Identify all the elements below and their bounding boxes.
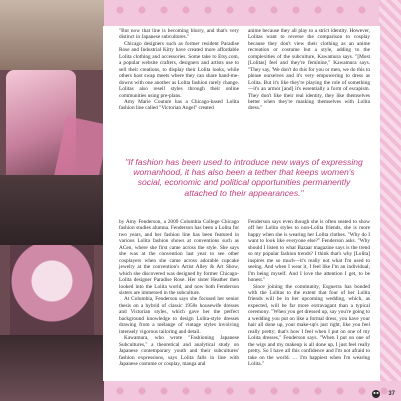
paragraph: Kawamura, who wrote "Fashioning Japanese Subcultures," a theoretical and analytical study on Japanese contemporary youth and their subcultures' fashion expressions, says Lolita falls in line with Japanese costume or cosplay, manga and [119, 335, 239, 367]
decorative-border-right [379, 0, 401, 401]
paragraph: Since joining the community, Esguerra has bonded with the Lolitas to the extent that four of her Lolita friends will be in her upcoming wedding, which, as expected, will be far more extravagant than a typical ceremony. "When you get dressed up, say you're going to a wedding you put on like a formal dress, you have your hair all done up, your make-up's just right, like you feel really pretty; that's how I feel when I put on one of my Lolita dresses," Fenderson says. "When I put on one of the wigs and my makeup is all done up, I just feel really pretty. So I have all this confidence and I'm not afraid to take on the world. … I'm happiest when I'm wearing Lolita." [248, 283, 370, 367]
paragraph: Fenderson says even though she is often seated to show off her Lolita styles to non-Lolita friends, she is more happy when she is wearing her Lolita clothes. "Why do I want to look like everyone else?" Fenderson asks. "Why should I listen to what Bazaar magazine says is the trend so my popular fashion trends? I think that's why [Lolita] inspires me so much—it's really not what I'm used to seeing. And when I wear it, I feel like I'm an individual; I'm being myself. And I love the attention I get, to be honest." [248, 219, 370, 284]
text-column-bottom-left [119, 219, 239, 367]
end-mark-icon [371, 389, 381, 399]
paragraph: Amy Marie Couture has a Chicago-based Lolita fashion line called "Victorian Angel" created [119, 98, 239, 112]
photo-panel [0, 175, 104, 245]
paragraph: "But now that line is becoming blurry, and that's very distinct in Japanese subcultures." [119, 28, 239, 41]
text-column-top-left [119, 28, 239, 112]
text-column-bottom-right [248, 219, 370, 367]
photo-panel [0, 335, 104, 401]
article-body [103, 26, 380, 381]
photo-collage [0, 0, 104, 401]
photo-panel [10, 245, 94, 335]
text-column-top-right [248, 28, 370, 112]
photo-panel [0, 0, 104, 70]
paragraph: by Amy Fenderson, a 2009 Columbia College Chicago fashion studies alumna. Fenderson has been a Lolita for two years, and her fashion line has been featured in various Lolita fashion shows at conventions such as ACen, where she first came across the style. She says she was at the convention last year to see other cosplayers when she came across adorable cupcake jewelry at the convention's Artist Alley & Art Show, which she discovered was designed by former Chicago-Lolita designer Paradise Rose. Her sister Heather then looked into the Lolita world, and now both Fenderson sisters are immersed in the subculture. [119, 219, 239, 296]
paragraph: anime because they all play to a strict identity. However, Lolitas want to reverse the comparison to cosplay because they don't view their clothing as an anime recreation or costume but a style, adding to the complexities of the subculture, Kawamura says. "[Most [Lolitas] feel and they're feminine," Kawamura says. "They say, 'We don't do this for you or men, we do this to please ourselves and it's very empowering to dress as Lolita. But it's like they're playing the role of something—it's an armor [and] it's essentially a form of escapism. They don't like their real identity, they like themselves better when they're masking themselves with Lolita dress." [248, 28, 370, 112]
paragraph: Chicago designers such as former resident Paradise Rose and Industrial Kitty have created more affordable Lolita clothing and accessories. Some take to Etsy.com, a popular website crafters, designers and artists use to sell their creations, to display their Lolita looks, while others host swap meets where they can share hand-me-downs with one another as Lolita fashion rarely change. Lolitas also resell styles through their online communities using pre-plans. [119, 40, 239, 99]
pull-quote: "If fashion has been used to introduce new ways of expressing womanhood, it has also been a tether that keeps women's social, economic and political opportunities permanently attached to their appearances." [125, 157, 363, 198]
paragraph: At Columbia, Fenderson says she focused her senior thesis on a hybrid of classic 1950s housewife dresses and Victorian styles, which gave her the perfect background knowledge to design Lolita-style dresses drawing from a mélange of vintage styles involving intensely vigorous tailoring and detail. [119, 296, 239, 335]
page-number: 37 [388, 391, 395, 397]
